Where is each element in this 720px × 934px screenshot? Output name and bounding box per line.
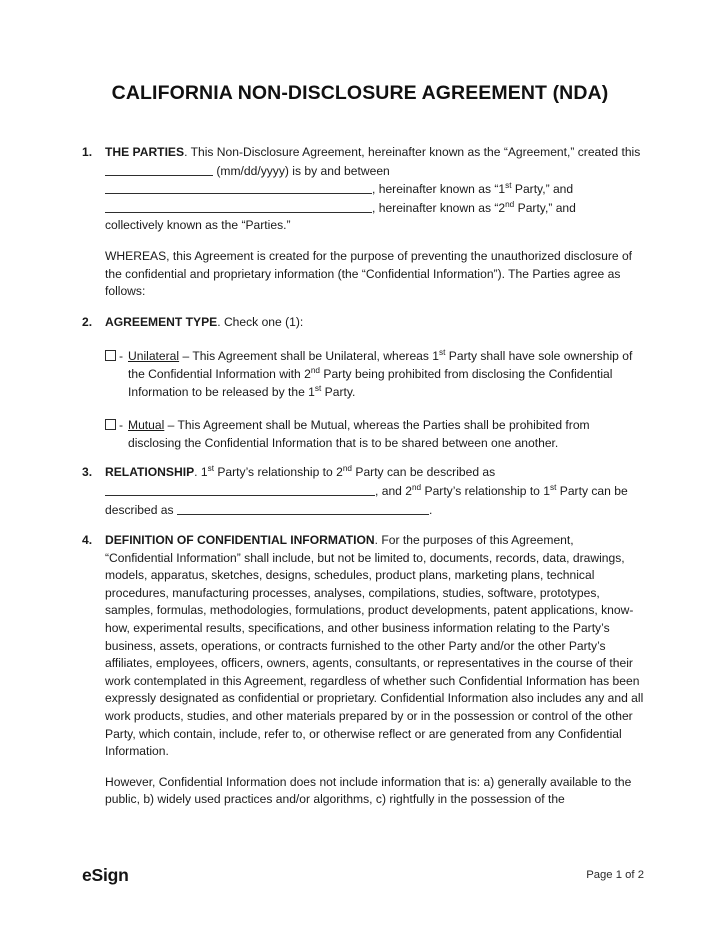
page-number: Page 1 of 2 <box>586 869 644 881</box>
option-text-a: – This Agreement shall be Unilateral, whereas 1 <box>179 349 440 364</box>
clause-number: 4. <box>82 533 93 548</box>
however-paragraph: However, Confidential Information does not include information that is: a) generally available to the public, b) widely used practices and/or algorithms, c) rightfully in the possession of the <box>105 774 632 807</box>
option-text-a: – This Agreement shall be Mutual, whereas the Parties shall be prohibited from disclosing the Confidential Information that is to be shared between one another. <box>128 418 590 450</box>
ordinal-suffix-1st-b: st <box>314 383 322 393</box>
option-text-b: Party shall have sole ownership of the Confidential Information with 2 <box>128 349 633 381</box>
option-dash: - <box>119 418 124 433</box>
esign-logo: eSign <box>82 864 129 885</box>
clause-number: 3. <box>82 465 93 480</box>
option-label: Unilateral <box>128 349 180 364</box>
document-body <box>82 144 644 822</box>
clause-text-b: (mm/dd/yyyy) is by and between <box>213 163 390 178</box>
option-unilateral[interactable] <box>82 348 644 401</box>
first-party-name-blank[interactable] <box>105 180 372 194</box>
clause-heading: RELATIONSHIP <box>105 465 195 480</box>
clause-heading: THE PARTIES <box>105 145 185 159</box>
checkbox-mutual[interactable] <box>105 419 116 430</box>
clause-text-a: . This Non-Disclosure Agreement, hereinafter known as the “Agreement,” created this <box>184 145 641 159</box>
clause-text: . Check one (1): <box>217 314 304 329</box>
clause-text-b: Party’s relationship to 2 <box>214 465 343 480</box>
clause-text: . For the purposes of this Agreement, “Confidential Information” shall include, but not be limited to, documents, records, data, drawings, models, apparatus, sketches, designs, schedules, product plans, marketing plans, technical procedures, manufacturing processes, analyses, compilations, studies, software, prototypes, samples, formulas, methodologies, formulations, product developments, patent applications, know-how, experimental results, specifications, and other business information relating to the Party’s business, assets, operations, or contracts furnished to the other Party and/or the other Party’s affiliates, employees, officers, owners, agents, consultants, or representatives in the course of their work contemplated in this Agreement, regardless of whether such Confidential Information has been expressly designated as confidential or proprietary. Confidential Information also includes any and all work products, studies, and other materials prepared by or in the possession or control of the other Party, which contain, include, refer to, or otherwise reflect or are generated from any Confidential Information. <box>105 533 644 759</box>
clause-text-a: . 1 <box>194 465 208 480</box>
clause-text-g: . <box>428 502 433 517</box>
clause-number: 2. <box>82 314 93 329</box>
clause-text-d: , and 2 <box>375 483 412 498</box>
clause-the-parties <box>82 144 644 235</box>
relationship-first-blank[interactable] <box>105 482 375 496</box>
checkbox-unilateral[interactable] <box>105 350 116 361</box>
ordinal-suffix-1st: st <box>505 181 512 191</box>
ordinal-suffix-1st: st <box>439 348 446 358</box>
option-label: Mutual <box>128 418 165 433</box>
ordinal-suffix-1st-b: st <box>550 482 557 492</box>
clause-text-f: Party can be described as <box>105 483 628 517</box>
clause-heading: AGREEMENT TYPE <box>105 314 218 329</box>
option-text-c: Party being prohibited from disclosing the Confidential Information to be released by the 1 <box>128 366 613 399</box>
clause-heading: DEFINITION OF CONFIDENTIAL INFORMATION <box>105 533 375 548</box>
clause-relationship <box>82 464 644 519</box>
clause-agreement-type <box>82 314 644 332</box>
clause-text-f: Party,” and <box>514 200 576 215</box>
whereas-paragraph: WHEREAS, this Agreement is created for the purpose of preventing the unauthorized disclosure of the confidential and proprietary information (the “Confidential Information”). The Parties agree as follows: <box>105 248 633 299</box>
relationship-second-blank[interactable] <box>177 501 429 515</box>
clause-text-c: , hereinafter known as “1 <box>372 182 506 197</box>
ordinal-suffix-2nd: nd <box>342 464 353 474</box>
ordinal-suffix-2nd-b: nd <box>411 482 422 492</box>
option-mutual[interactable] <box>82 417 644 452</box>
page-footer <box>82 862 644 888</box>
clause-definition-confidential-information <box>82 532 644 761</box>
clause-text-c: Party can be described as <box>352 465 496 480</box>
option-dash: - <box>119 349 124 364</box>
page-title: CALIFORNIA NON-DISCLOSURE AGREEMENT (NDA) <box>111 82 609 104</box>
ordinal-suffix-1st: st <box>207 464 214 474</box>
clause-text-d: Party,” and <box>511 182 574 197</box>
clause-text-g: collectively known as the “Parties.” <box>105 218 291 233</box>
option-text-d: Party. <box>321 384 356 399</box>
clause-text-e: Party’s relationship to 1 <box>421 483 550 498</box>
clause-text-e: , hereinafter known as “2 <box>372 200 506 215</box>
ordinal-suffix-2nd: nd <box>505 199 515 209</box>
second-party-name-blank[interactable] <box>105 199 372 213</box>
created-date-blank[interactable] <box>105 162 213 176</box>
ordinal-suffix-2nd: nd <box>310 365 321 375</box>
clause-number: 1. <box>82 145 93 159</box>
